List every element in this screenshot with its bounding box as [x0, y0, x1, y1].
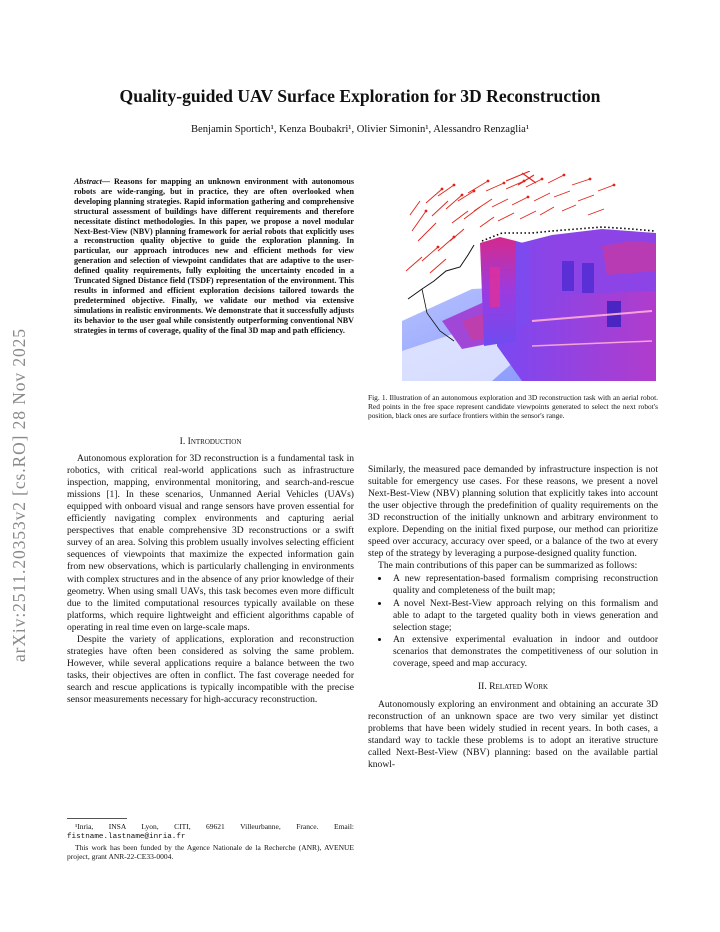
footnote-affiliation — [67, 822, 354, 843]
section-number: II. — [477, 680, 490, 692]
contribution-item: • A new representation-based formalism comprising reconstruction quality and completeness of the built map; — [390, 573, 658, 597]
reconstruction-render — [402, 171, 656, 381]
left-column — [67, 436, 354, 706]
intro-paragraph-1: Autonomous exploration for 3D reconstruction is a fundamental task in robotics, with critical real-world applications such as infrastructure inspection, mapping, environmental monitoring, and search-and-rescue missions [1]. In these scenarios, Unmanned Aerial Vehicles (UAVs) equipped with onboard visual and range sensors have proven essential for efficiently navigating complex environments and capturing aerial perspectives that enable comprehensive 3D reconstructions or a swift survey of an area. Solving this problem usually involves selecting efficient sequences of viewpoints that maximize the expected information gain from new observations, which is particularly challenging in environments with complex structures and in the absence of any prior knowledge of their geometry. When using small UAVs, this task becomes even more difficult due to the limited computational resources typically available on these platforms, which require lightweight and efficient algorithms capable of operating in real time even on large-scale maps. — [67, 453, 354, 633]
figure-1-caption: Fig. 1. Illustration of an autonomous exploration and 3D reconstruction task with an aerial robot. Red points in the free space represent candidate viewpoints generated to select the next robot's position, black ones are surface frontiers within the sensor's range. — [368, 393, 658, 420]
abstract-text: Reasons for mapping an unknown environment with autonomous robots are wide-ranging, but in practice, they are often overlooked when developing planning strategies. Rapid information gathering and comprehensive structural assessment of buildings have different requirements and therefore necessitate distinct methodologies. In this paper, we propose a novel modular Next-Best-View (NBV) planning framework for aerial robots that explicitly uses a reconstruction quality objective to guide the exploration planning. In particular, our approach introduces new and efficient methods for view generation and selection of viewpoint candidates that are adaptive to the user-defined quality requirements, fully exploiting the uncertainty encoded in a Truncated Signed Distance field (TSDF) representation of the environment. This results in informed and efficient exploration decisions tailored towards the predetermined objective. Finally, we validate our method via extensive simulations in realistic environments. We demonstrate that it successfully adjusts its behavior to the user goal while consistently outperforming conventional NBV strategies in terms of coverage, quality of the final 3D map and path efficiency. — [74, 177, 354, 335]
arxiv-side-label: arXiv:2511.20353v2 [cs.RO] 28 Nov 2025 — [9, 328, 29, 662]
right-column — [368, 464, 658, 771]
contribution-item: • A novel Next-Best-View approach relying on this formalism and able to adapt to the targeted quality both in views generation and selection stage; — [390, 598, 658, 634]
contribution-item: • An extensive experimental evaluation in indoor and outdoor scenarios that demonstrates the competitiveness of our solution in coverage, speed and map accuracy. — [390, 634, 658, 670]
section-title: Related Work — [489, 680, 549, 692]
right-paragraph-2: The main contributions of this paper can be summarized as follows: — [378, 560, 638, 572]
footnote-rule — [67, 818, 127, 819]
right-paragraph-1: Similarly, the measured pace demanded by infrastructure inspection is not suitable for emergency use cases. For these reasons, we present a novel Next-Best-View (NBV) planning solution that explicitly takes into account the user objective through the predefinition of quality requirements on the 3D reconstruction of the initially unknown and arbitrary environment to explore. Depending on the initial fixed purpose, our method can prioritize speed over accuracy, accuracy over speed, or a balance of the two at every step of the strategy by leveraging a purpose-designed quality function. — [368, 464, 658, 560]
email-address: fistname.lastname@inria.fr — [67, 833, 186, 842]
contributions-list — [368, 573, 658, 669]
section-number: I. — [179, 436, 188, 447]
section-heading-related-work — [368, 681, 658, 693]
footnote-funding: This work has been funded by the Agence Nationale de la Recherche (ANR), AVENUE project, grant ANR-22-CE33-0004. — [67, 842, 354, 861]
section-heading-introduction — [67, 436, 354, 448]
abstract-label: Abstract— — [74, 177, 110, 186]
intro-paragraph-2: Despite the variety of applications, exploration and reconstruction strategies have often been considered as solving the same problem. However, while several applications require a balance between the two tasks, their objectives are often in conflict. The fast coverage needed for search and rescue applications is typically incompatible with the precise sensor measurements necessary for high-accuracy reconstruction. — [67, 633, 354, 705]
abstract — [74, 177, 354, 336]
section-title: Introduction — [187, 436, 242, 447]
affiliation-text: ¹Inria, INSA Lyon, CITI, 69621 Villeurbanne, France. Email: — [75, 822, 354, 831]
paper-title: Quality-guided UAV Surface Exploration for 3D Reconstruction — [119, 86, 601, 106]
related-work-paragraph: Autonomously exploring an environment and obtaining an accurate 3D reconstruction of an unknown space are two very similar yet distinct problems that have been widely studied in recent years. In both cases, a standard way to tackle these problems is to adopt an iterative structure called Next-Best-View (NBV) planning: based on the available partial knowl- — [368, 698, 658, 771]
figure-1-image — [402, 171, 656, 381]
author-list: Benjamin Sportich¹, Kenza Boubakri¹, Olivier Simonin¹, Alessandro Renzaglia¹ — [190, 124, 530, 135]
footnotes — [67, 818, 354, 861]
